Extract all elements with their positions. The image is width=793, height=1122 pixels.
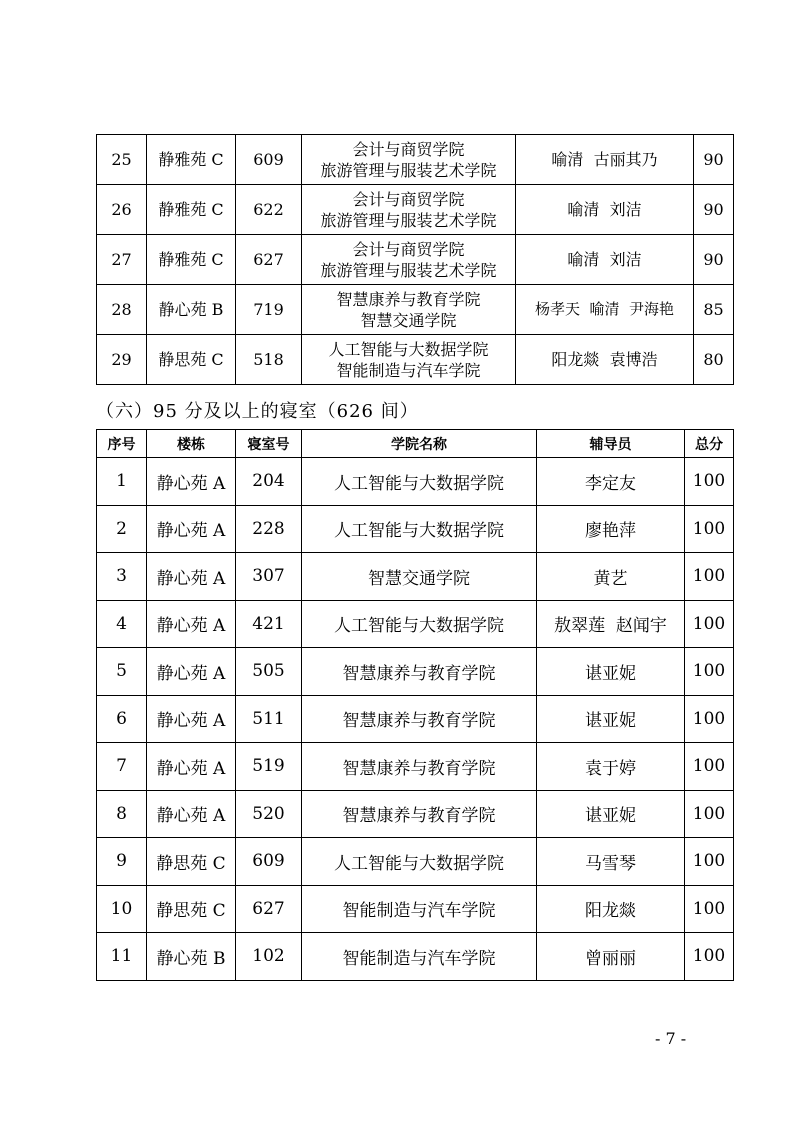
row-number: 7 [97,743,147,791]
table-row [97,743,734,791]
table-row [97,235,734,285]
score: 100 [685,648,734,696]
row-number: 5 [97,648,147,696]
college-line-2: 旅游管理与服装艺术学院 [320,160,497,180]
room-number: 228 [236,505,302,553]
room-number: 307 [236,553,302,601]
college: 人工智能与大数据学院 [302,505,537,553]
header-college: 学院名称 [302,430,537,458]
counselor: 阳龙燚 [537,885,685,933]
room-number: 511 [236,695,302,743]
building: 静思苑 C [147,335,236,385]
college-line-1: 人工智能与大数据学院 [328,339,489,359]
row-number: 25 [97,135,147,185]
score: 100 [685,695,734,743]
room-number: 627 [236,885,302,933]
row-number: 28 [97,285,147,335]
building: 静心苑 A [147,743,236,791]
header-counselor: 辅导员 [537,430,685,458]
building: 静思苑 C [147,885,236,933]
score: 80 [694,335,734,385]
college-line-2: 旅游管理与服装艺术学院 [320,210,497,230]
college-line-1: 会计与商贸学院 [352,239,465,259]
building: 静心苑 A [147,790,236,838]
score: 100 [685,790,734,838]
continued-dorm-table [96,134,734,385]
table-row [97,505,734,553]
building: 静雅苑 C [147,185,236,235]
room-number: 421 [236,600,302,648]
college: 智慧康养与教育学院 [302,648,537,696]
building: 静心苑 A [147,695,236,743]
row-number: 29 [97,335,147,385]
page-number: - 7 - [655,1029,687,1048]
college: 人工智能与大数据学院 [302,600,537,648]
table-row [97,185,734,235]
score: 85 [694,285,734,335]
building: 静心苑 B [147,285,236,335]
counselor: 杨孝天 喻清 尹海艳 [516,285,694,335]
room-number: 102 [236,933,302,981]
college: 智慧康养与教育学院 [302,790,537,838]
row-number: 9 [97,838,147,886]
counselor: 喻清 古丽其乃 [516,135,694,185]
building: 静心苑 A [147,458,236,506]
header-building: 楼栋 [147,430,236,458]
row-number: 3 [97,553,147,601]
college [302,235,516,285]
college: 智慧交通学院 [302,553,537,601]
college [302,185,516,235]
building: 静心苑 A [147,600,236,648]
college-line-2: 智慧交通学院 [360,310,457,330]
college-line-2: 旅游管理与服装艺术学院 [320,260,497,280]
college: 人工智能与大数据学院 [302,838,537,886]
score: 100 [685,505,734,553]
counselor: 曾丽丽 [537,933,685,981]
college: 智能制造与汽车学院 [302,885,537,933]
table-row [97,135,734,185]
row-number: 26 [97,185,147,235]
row-number: 6 [97,695,147,743]
dorm-table [96,429,734,981]
building: 静思苑 C [147,838,236,886]
college-line-1: 会计与商贸学院 [352,189,465,209]
row-number: 11 [97,933,147,981]
table-row [97,790,734,838]
counselor: 喻清 刘洁 [516,235,694,285]
score: 100 [685,838,734,886]
college-line-1: 会计与商贸学院 [352,139,465,159]
score: 90 [694,135,734,185]
header-score: 总分 [685,430,734,458]
table-row [97,885,734,933]
row-number: 8 [97,790,147,838]
row-number: 27 [97,235,147,285]
section-title: （六）95 分及以上的寝室（626 间） [96,401,419,422]
college: 智慧康养与教育学院 [302,743,537,791]
room-number: 520 [236,790,302,838]
counselor: 谌亚妮 [537,790,685,838]
score: 100 [685,458,734,506]
college: 智能制造与汽车学院 [302,933,537,981]
counselor: 马雪琴 [537,838,685,886]
table-row [97,695,734,743]
building: 静心苑 A [147,505,236,553]
score: 100 [685,933,734,981]
counselor: 阳龙燚 袁博浩 [516,335,694,385]
score: 100 [685,553,734,601]
college-line-1: 智慧康养与教育学院 [336,289,481,309]
row-number: 10 [97,885,147,933]
room-number: 609 [236,838,302,886]
score: 90 [694,235,734,285]
table-row [97,600,734,648]
score: 100 [685,743,734,791]
building: 静雅苑 C [147,235,236,285]
counselor: 袁于婷 [537,743,685,791]
room-number: 204 [236,458,302,506]
room-number: 719 [236,285,302,335]
building: 静心苑 B [147,933,236,981]
room-number: 518 [236,335,302,385]
room-number: 622 [236,185,302,235]
room-number: 609 [236,135,302,185]
college-line-2: 智能制造与汽车学院 [336,360,481,380]
table-row [97,458,734,506]
room-number: 627 [236,235,302,285]
college [302,335,516,385]
counselor: 廖艳萍 [537,505,685,553]
counselor: 李定友 [537,458,685,506]
room-number: 519 [236,743,302,791]
table-row [97,553,734,601]
table-row [97,838,734,886]
building: 静心苑 A [147,648,236,696]
table-row [97,648,734,696]
table-row [97,335,734,385]
counselor: 黄艺 [537,553,685,601]
room-number: 505 [236,648,302,696]
row-number: 2 [97,505,147,553]
college: 人工智能与大数据学院 [302,458,537,506]
score: 100 [685,885,734,933]
counselor: 谌亚妮 [537,695,685,743]
table-row [97,933,734,981]
counselor: 敖翠莲 赵闻宇 [537,600,685,648]
college [302,135,516,185]
row-number: 4 [97,600,147,648]
header-no: 序号 [97,430,147,458]
building: 静雅苑 C [147,135,236,185]
college: 智慧康养与教育学院 [302,695,537,743]
row-number: 1 [97,458,147,506]
table-row [97,285,734,335]
counselor: 喻清 刘洁 [516,185,694,235]
counselor: 谌亚妮 [537,648,685,696]
college [302,285,516,335]
score: 100 [685,600,734,648]
score: 90 [694,185,734,235]
table-header-row [97,430,734,458]
header-room: 寝室号 [236,430,302,458]
building: 静心苑 A [147,553,236,601]
